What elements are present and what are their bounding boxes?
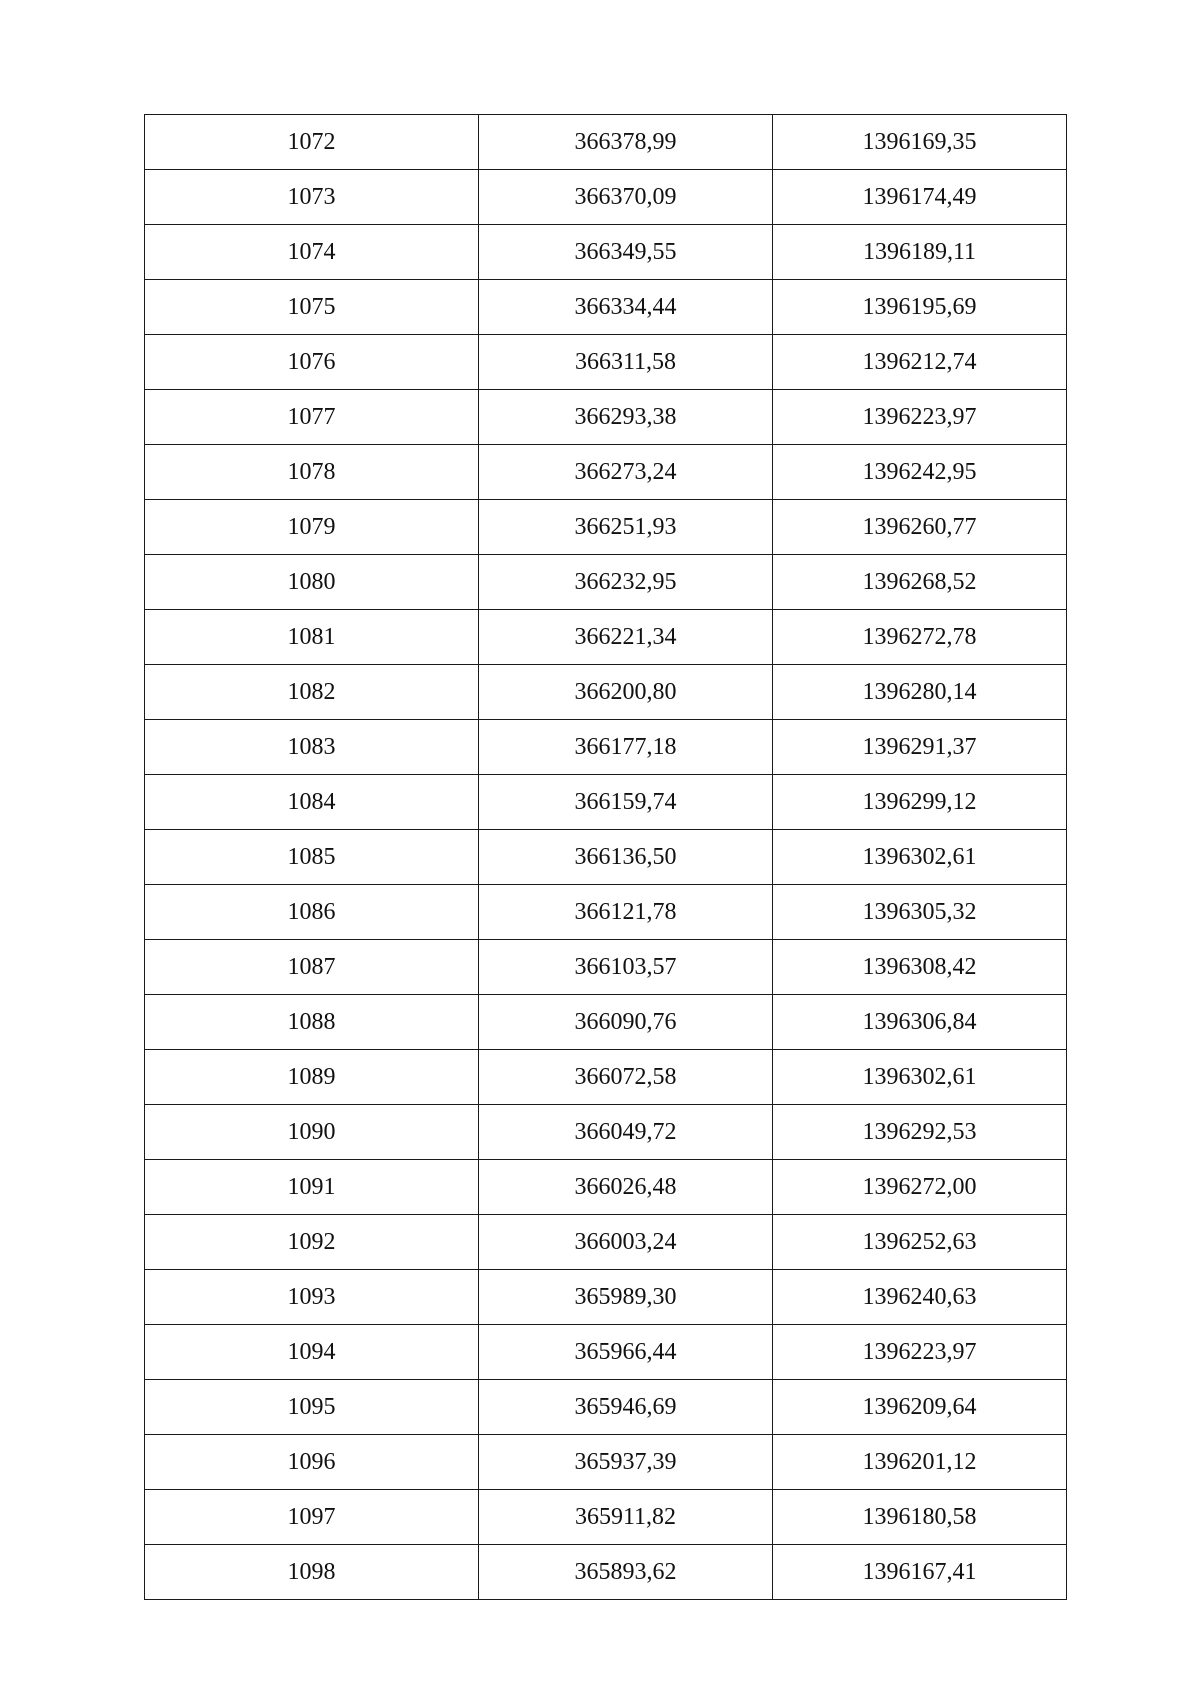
x-coordinate-cell: 366103,57 [479, 940, 773, 995]
y-coordinate-cell: 1396306,84 [773, 995, 1067, 1050]
point-number-cell: 1083 [145, 720, 479, 775]
y-coordinate-cell: 1396223,97 [773, 390, 1067, 445]
y-coordinate-cell: 1396302,61 [773, 830, 1067, 885]
y-coordinate-cell: 1396180,58 [773, 1490, 1067, 1545]
point-number-cell: 1080 [145, 555, 479, 610]
table-row [145, 1105, 1067, 1160]
table-row [145, 775, 1067, 830]
point-number-cell: 1094 [145, 1325, 479, 1380]
table-row [145, 1325, 1067, 1380]
table-row [145, 390, 1067, 445]
point-number-cell: 1076 [145, 335, 479, 390]
point-number-cell: 1088 [145, 995, 479, 1050]
y-coordinate-cell: 1396195,69 [773, 280, 1067, 335]
x-coordinate-cell: 366026,48 [479, 1160, 773, 1215]
y-coordinate-cell: 1396291,37 [773, 720, 1067, 775]
table-row [145, 885, 1067, 940]
x-coordinate-cell: 366221,34 [479, 610, 773, 665]
point-number-cell: 1075 [145, 280, 479, 335]
table-row [145, 830, 1067, 885]
table-row [145, 335, 1067, 390]
table-row [145, 1270, 1067, 1325]
point-number-cell: 1078 [145, 445, 479, 500]
x-coordinate-cell: 366177,18 [479, 720, 773, 775]
table-row [145, 555, 1067, 610]
table-row [145, 170, 1067, 225]
point-number-cell: 1087 [145, 940, 479, 995]
point-number-cell: 1097 [145, 1490, 479, 1545]
x-coordinate-cell: 365911,82 [479, 1490, 773, 1545]
x-coordinate-cell: 366232,95 [479, 555, 773, 610]
x-coordinate-cell: 366378,99 [479, 115, 773, 170]
y-coordinate-cell: 1396305,32 [773, 885, 1067, 940]
point-number-cell: 1096 [145, 1435, 479, 1490]
table-row [145, 280, 1067, 335]
y-coordinate-cell: 1396268,52 [773, 555, 1067, 610]
x-coordinate-cell: 365946,69 [479, 1380, 773, 1435]
point-number-cell: 1089 [145, 1050, 479, 1105]
table-row [145, 720, 1067, 775]
point-number-cell: 1081 [145, 610, 479, 665]
point-number-cell: 1084 [145, 775, 479, 830]
point-number-cell: 1098 [145, 1545, 479, 1600]
y-coordinate-cell: 1396189,11 [773, 225, 1067, 280]
y-coordinate-cell: 1396212,74 [773, 335, 1067, 390]
x-coordinate-cell: 366003,24 [479, 1215, 773, 1270]
y-coordinate-cell: 1396242,95 [773, 445, 1067, 500]
coordinates-table [144, 114, 1067, 1600]
table-row [145, 1215, 1067, 1270]
table-row [145, 225, 1067, 280]
x-coordinate-cell: 366072,58 [479, 1050, 773, 1105]
x-coordinate-cell: 366293,38 [479, 390, 773, 445]
point-number-cell: 1073 [145, 170, 479, 225]
x-coordinate-cell: 365893,62 [479, 1545, 773, 1600]
y-coordinate-cell: 1396209,64 [773, 1380, 1067, 1435]
table-row [145, 1435, 1067, 1490]
y-coordinate-cell: 1396252,63 [773, 1215, 1067, 1270]
point-number-cell: 1077 [145, 390, 479, 445]
x-coordinate-cell: 366121,78 [479, 885, 773, 940]
y-coordinate-cell: 1396280,14 [773, 665, 1067, 720]
coordinates-table-body [145, 115, 1067, 1600]
point-number-cell: 1090 [145, 1105, 479, 1160]
x-coordinate-cell: 366273,24 [479, 445, 773, 500]
table-row [145, 115, 1067, 170]
y-coordinate-cell: 1396174,49 [773, 170, 1067, 225]
x-coordinate-cell: 365966,44 [479, 1325, 773, 1380]
table-row [145, 665, 1067, 720]
x-coordinate-cell: 366136,50 [479, 830, 773, 885]
y-coordinate-cell: 1396308,42 [773, 940, 1067, 995]
table-row [145, 1160, 1067, 1215]
point-number-cell: 1092 [145, 1215, 479, 1270]
x-coordinate-cell: 366311,58 [479, 335, 773, 390]
point-number-cell: 1079 [145, 500, 479, 555]
x-coordinate-cell: 366370,09 [479, 170, 773, 225]
y-coordinate-cell: 1396167,41 [773, 1545, 1067, 1600]
point-number-cell: 1082 [145, 665, 479, 720]
y-coordinate-cell: 1396223,97 [773, 1325, 1067, 1380]
table-row [145, 610, 1067, 665]
y-coordinate-cell: 1396299,12 [773, 775, 1067, 830]
point-number-cell: 1095 [145, 1380, 479, 1435]
x-coordinate-cell: 365989,30 [479, 1270, 773, 1325]
y-coordinate-cell: 1396272,78 [773, 610, 1067, 665]
table-row [145, 500, 1067, 555]
point-number-cell: 1093 [145, 1270, 479, 1325]
y-coordinate-cell: 1396201,12 [773, 1435, 1067, 1490]
table-row [145, 940, 1067, 995]
x-coordinate-cell: 366251,93 [479, 500, 773, 555]
y-coordinate-cell: 1396169,35 [773, 115, 1067, 170]
x-coordinate-cell: 366090,76 [479, 995, 773, 1050]
point-number-cell: 1086 [145, 885, 479, 940]
y-coordinate-cell: 1396272,00 [773, 1160, 1067, 1215]
table-row [145, 1050, 1067, 1105]
y-coordinate-cell: 1396292,53 [773, 1105, 1067, 1160]
point-number-cell: 1074 [145, 225, 479, 280]
table-row [145, 995, 1067, 1050]
table-row [145, 1545, 1067, 1600]
x-coordinate-cell: 366349,55 [479, 225, 773, 280]
x-coordinate-cell: 365937,39 [479, 1435, 773, 1490]
y-coordinate-cell: 1396260,77 [773, 500, 1067, 555]
table-row [145, 1490, 1067, 1545]
x-coordinate-cell: 366049,72 [479, 1105, 773, 1160]
point-number-cell: 1072 [145, 115, 479, 170]
point-number-cell: 1085 [145, 830, 479, 885]
y-coordinate-cell: 1396240,63 [773, 1270, 1067, 1325]
table-row [145, 445, 1067, 500]
table-row [145, 1380, 1067, 1435]
y-coordinate-cell: 1396302,61 [773, 1050, 1067, 1105]
x-coordinate-cell: 366159,74 [479, 775, 773, 830]
point-number-cell: 1091 [145, 1160, 479, 1215]
x-coordinate-cell: 366334,44 [479, 280, 773, 335]
x-coordinate-cell: 366200,80 [479, 665, 773, 720]
